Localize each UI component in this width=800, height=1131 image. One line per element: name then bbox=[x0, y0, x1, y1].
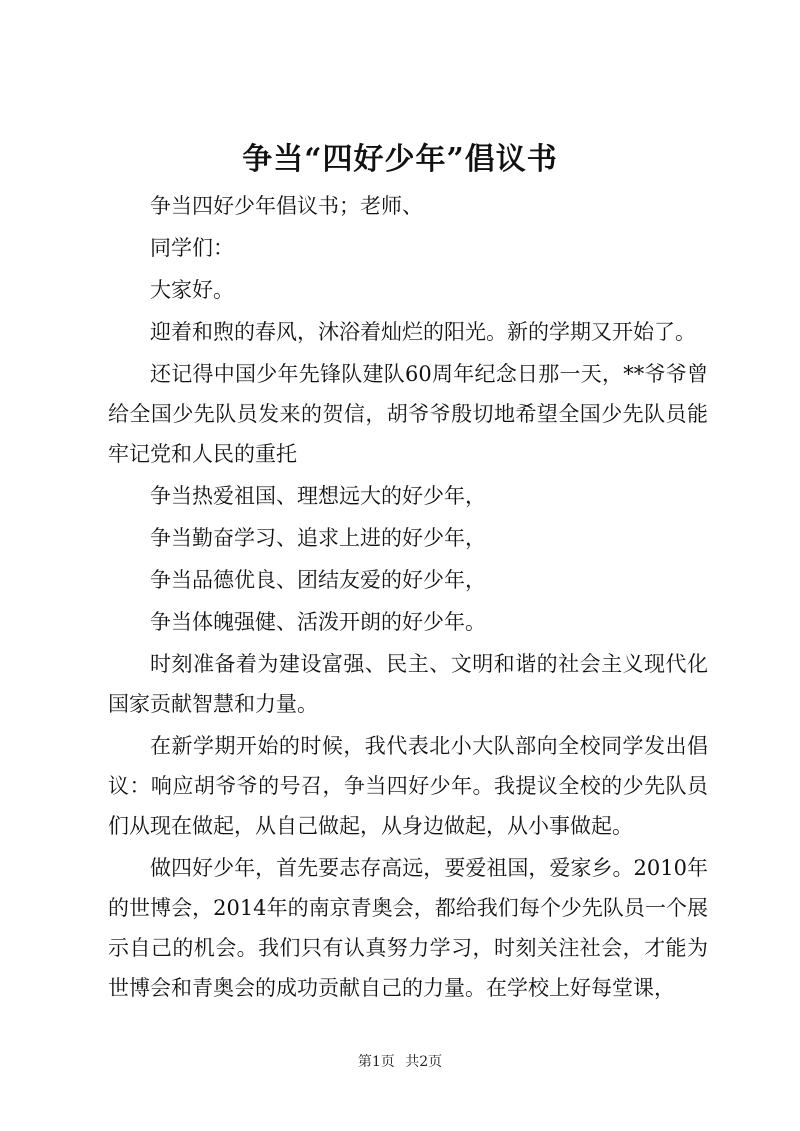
paragraph-spring: 迎着和煦的春风，沐浴着灿烂的阳光。新的学期又开始了。 bbox=[150, 320, 696, 344]
page-footer bbox=[0, 1052, 800, 1072]
paragraph-greeting-heading: 争当四好少年倡议书；老师、 bbox=[150, 194, 423, 218]
document-title: 争当“四好少年”倡议书 bbox=[242, 142, 558, 177]
paragraph-ready: 时刻准备着为建设富强、民主、文明和谐的社会主义现代化国家贡献智慧和力量。 bbox=[108, 652, 708, 716]
paragraph-pledge-2: 争当勤奋学习、追求上进的好少年， bbox=[150, 526, 486, 550]
page-total: 共2页 bbox=[405, 1054, 443, 1070]
paragraph-ambition: 做四好少年，首先要志存高远，要爱祖国，爱家乡。2010年的世博会，2014年的南京青奥会，都给我们每个少先队员一个展示自己的机会。我们只有认真努力学习，时刻关注社会，才能为世博会和青奥会的成功贡献自己的力量。在学校上好每堂课， bbox=[108, 856, 708, 1000]
paragraph-pledge-4: 争当体魄强健、活泼开朗的好少年。 bbox=[150, 610, 486, 634]
paragraph-hello: 大家好。 bbox=[150, 278, 234, 302]
paragraph-pledge-3: 争当品德优良、团结友爱的好少年， bbox=[150, 568, 486, 592]
paragraph-pledge-1: 争当热爱祖国、理想远大的好少年， bbox=[150, 484, 486, 508]
page-number: 第1页 bbox=[357, 1054, 395, 1070]
paragraph-proposal: 在新学期开始的时候，我代表北小大队部向全校同学发出倡议：响应胡爷爷的号召，争当四好少年。我提议全校的少先队员们从现在做起，从自己做起，从身边做起，从小事做起。 bbox=[108, 734, 708, 838]
paragraph-anniversary: 还记得中国少年先锋队建队60周年纪念日那一天，**爷爷曾给全国少先队员发来的贺信，胡爷爷殷切地希望全国少先队员能牢记党和人民的重托 bbox=[108, 362, 708, 466]
paragraph-classmates: 同学们： bbox=[150, 236, 234, 260]
document-body bbox=[108, 186, 708, 1008]
